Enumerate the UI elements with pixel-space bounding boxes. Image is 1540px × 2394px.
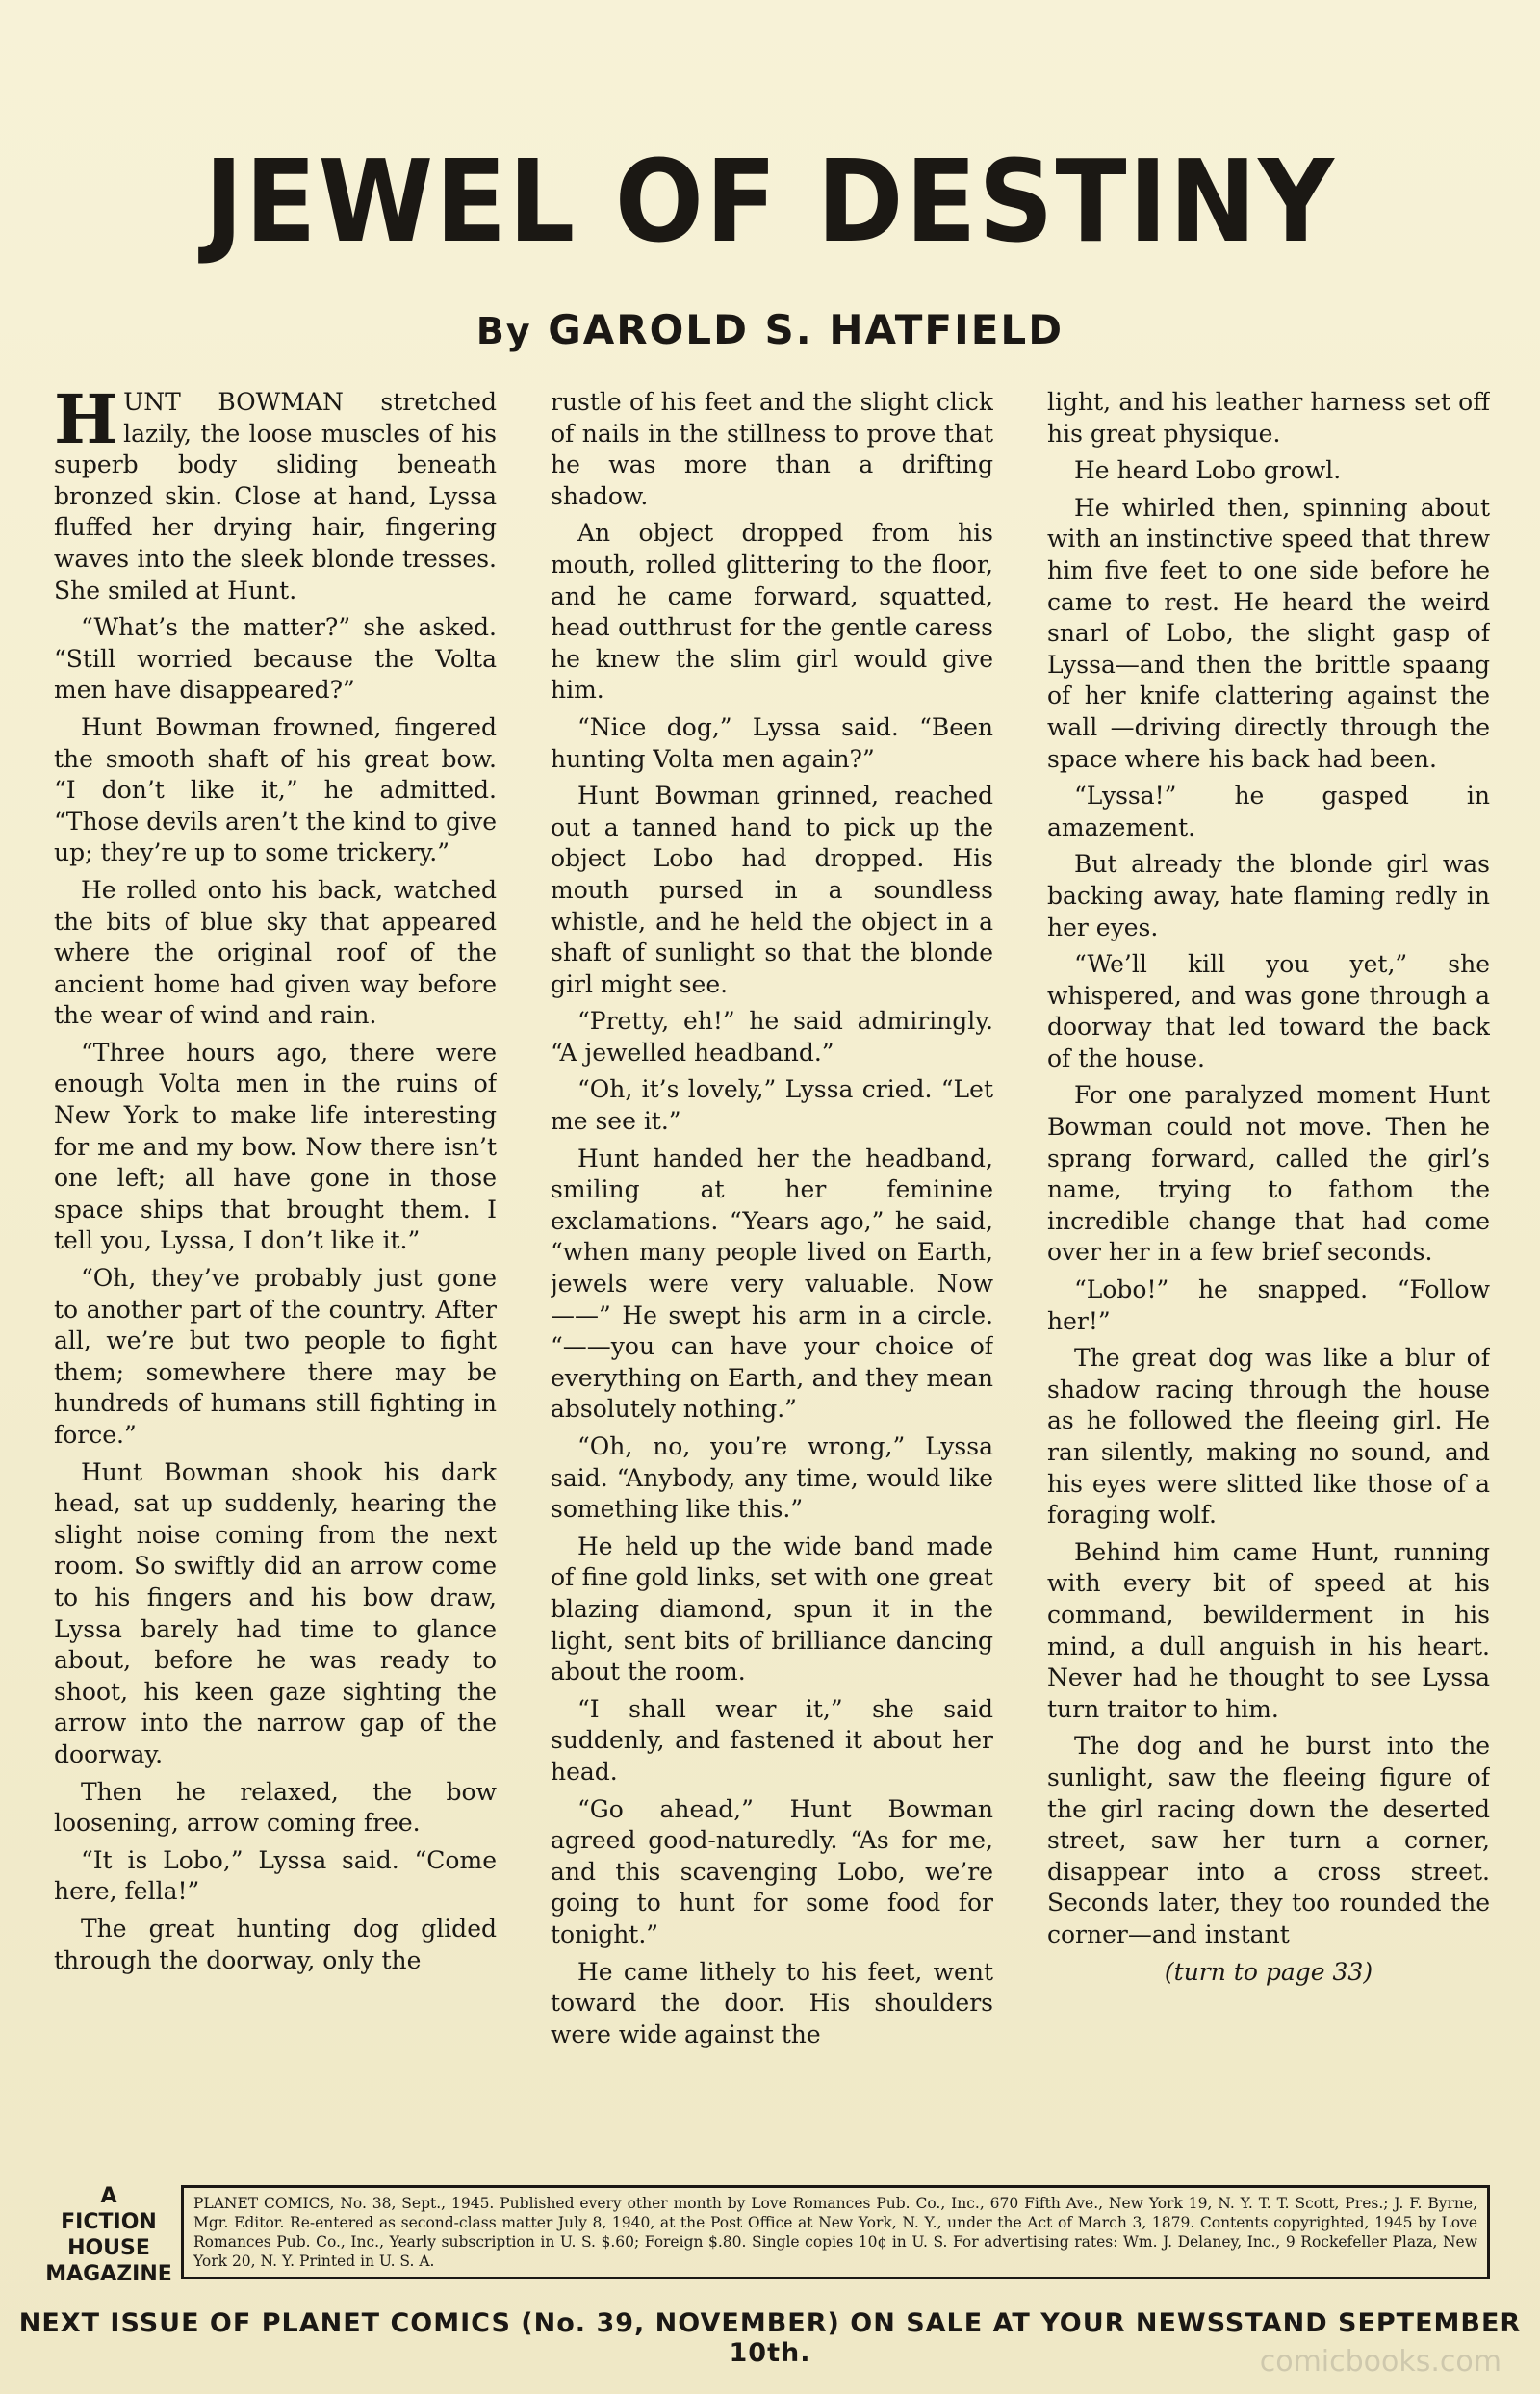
story-paragraph: Then he relaxed, the bow loosening, arrow coming free. <box>54 1777 497 1838</box>
publication-imprint: PLANET COMICS, No. 38, Sept., 1945. Published every other month by Love Romances Pub. Co., Inc., 670 Fifth Ave., New York 19, N. Y. T. T. Scott, Pres.; J. F. Byrne, Mgr. Editor. Re-entered as second-class matter July 8, 1940, at the Post Office at New York, N. Y., under the Act of March 3, 1879. Contents copyrighted, 1945 by Love Romances Pub. Co., Inc., Yearly subscription in U. S. $.60; Foreign $.80. Single copies 10¢ in U. S. For advertising rates: Wm. J. Delaney, Inc., 9 Rockefeller Plaza, New York 20, N. Y. Printed in U. S. A. <box>181 2185 1490 2279</box>
story-paragraph: light, and his leather harness set off his great physique. <box>1047 388 1490 448</box>
story-paragraph: rustle of his feet and the slight click of nails in the stillness to prove that he was more than a drifting shadow. <box>551 388 993 510</box>
publisher-tag-line: MAGAZINE <box>45 2262 172 2286</box>
story-paragraph: “What’s the matter?” she asked. “Still worried because the Volta men have disappeared?” <box>54 613 497 705</box>
next-issue-notice: NEXT ISSUE OF PLANET COMICS (No. 39, NOVEMBER) ON SALE AT YOUR NEWSSTAND SEPTEMBER 10th. <box>18 2308 1522 2368</box>
story-paragraph: “Oh, they’ve probably just gone to another part of the country. After all, we’re but two people to fight them; somewhere there may be hundreds of humans still fighting in force.” <box>54 1264 497 1449</box>
story-paragraph: He came lithely to his feet, went toward the door. His shoulders were wide against the <box>551 1957 993 2048</box>
story-paragraph: The great hunting dog glided through the doorway, only the <box>54 1914 497 1974</box>
byline <box>0 306 1540 353</box>
author-name: GAROLD S. HATFIELD <box>548 306 1065 353</box>
story-paragraph: HUNT BOWMAN stretched lazily, the loose muscles of his superb body sliding beneath bronzed skin. Close at hand, Lyssa fluffed her drying hair, fingering waves into the sleek blonde tresses. She smiled at Hunt. <box>54 387 497 605</box>
story-paragraph: Hunt Bowman grinned, reached out a tanned hand to pick up the object Lobo had dropped. His mouth pursed in a soundless whistle, and he held the object in a shaft of sunlight so that the blonde girl might see. <box>551 782 993 998</box>
story-paragraph: “Lobo!” he snapped. “Follow her!” <box>1047 1275 1490 1335</box>
story-paragraph: The dog and he burst into the sunlight, saw the fleeing figure of the girl racing down the deserted street, saw her turn a corner, disappear into a cross street. Seconds later, they too rounded the corner—and instant <box>1047 1732 1490 1948</box>
story-paragraph: Hunt handed her the headband, smiling at her feminine exclamations. “Years ago,” he said, “when many people lived on Earth, jewels were very valuable. Now——” He swept his arm in a circle. “——you can have your choice of everything on Earth, and they mean absolutely nothing.” <box>551 1144 993 1424</box>
story-paragraph: Behind him came Hunt, running with every bit of speed at his command, bewilderment in his mind, a dull anguish in his heart. Never had he thought to see Lyssa turn traitor to him. <box>1047 1537 1490 1723</box>
story-paragraph: “We’ll kill you yet,” she whispered, and was gone through a doorway that led toward the back of the house. <box>1047 950 1490 1072</box>
story-paragraph: He whirled then, spinning about with an instinctive speed that threw him five feet to one side before he came to rest. He heard the weird snarl of Lobo, the slight gasp of Lyssa—and then the brittle spaang of her knife clattering against the wall —driving directly through the space where his back had been. <box>1047 493 1490 773</box>
publisher-tag-line: A <box>100 2184 117 2208</box>
story-paragraph: An object dropped from his mouth, rolled glittering to the floor, and he came forward, squatted, head outthrust for the gentle caress he knew the slim girl would give him. <box>551 519 993 705</box>
story-column-2 <box>551 387 993 2120</box>
story-paragraph: “Oh, no, you’re wrong,” Lyssa said. “Anybody, any time, would like something like this.” <box>551 1432 993 1524</box>
publisher-tag-line: FICTION <box>61 2210 157 2234</box>
story-paragraph: He rolled onto his back, watched the bits of blue sky that appeared where the original roof of the ancient home had given way before the wear of wind and rain. <box>54 875 497 1030</box>
story-columns <box>54 387 1490 2120</box>
drop-cap: H <box>54 387 118 459</box>
publisher-tag <box>37 2183 181 2287</box>
story-paragraph: He held up the wide band made of fine gold links, set with one great blazing diamond, spun it in the light, sent bits of brilliance dancing about the room. <box>551 1532 993 1686</box>
story-paragraph: Hunt Bowman frowned, fingered the smooth shaft of his great bow. “I don’t like it,” he admitted. “Those devils aren’t the kind to give up; they’re up to some trickery.” <box>54 712 497 867</box>
site-watermark: comicbooks.com <box>1259 2345 1502 2379</box>
continued-notice: (turn to page 33) <box>1164 1957 1373 1986</box>
story-paragraph: “Lyssa!” he gasped in amazement. <box>1047 782 1490 841</box>
story-paragraph: The great dog was like a blur of shadow racing through the house as he followed the fleeing girl. He ran silently, making no sound, and his eyes were slitted like those of a foraging wolf. <box>1047 1344 1490 1530</box>
story-paragraph: “Nice dog,” Lyssa said. “Been hunting Volta men again?” <box>551 712 993 773</box>
story-column-3 <box>1047 387 1490 2120</box>
story-paragraph: But already the blonde girl was backing away, hate flaming redly in her eyes. <box>1047 850 1490 941</box>
story-title: JEWEL OF DESTINY <box>204 135 1336 268</box>
story-paragraph: “Go ahead,” Hunt Bowman agreed good-naturedly. “As for me, and this scavenging Lobo, we’re going to hunt for some food for tonight.” <box>551 1794 993 1948</box>
story-paragraph: “I shall wear it,” she said suddenly, and fastened it about her head. <box>551 1694 993 1786</box>
publisher-tag-line: HOUSE <box>67 2236 150 2260</box>
story-paragraph: He heard Lobo growl. <box>1074 456 1342 485</box>
story-paragraph: Hunt Bowman shook his dark head, sat up suddenly, hearing the slight noise coming from the next room. So swiftly did an arrow come to his fingers and his bow draw, Lyssa barely had time to glance about, before he was ready to shoot, his keen gaze sighting the arrow into the narrow gap of the doorway. <box>54 1457 497 1768</box>
story-column-1 <box>54 387 497 2120</box>
story-paragraph: “Oh, it’s lovely,” Lyssa cried. “Let me see it.” <box>551 1075 993 1136</box>
story-paragraph: “It is Lobo,” Lyssa said. “Come here, fella!” <box>54 1845 497 1906</box>
byline-prefix: By <box>475 310 532 352</box>
story-paragraph: For one paralyzed moment Hunt Bowman could not move. Then he sprang forward, called the girl’s name, trying to fathom the incredible change that had come over her in a few brief seconds. <box>1047 1081 1490 1267</box>
story-paragraph: “Three hours ago, there were enough Volta men in the ruins of New York to make life interesting for me and my bow. Now there isn’t one left; all have gone in those space ships that brought them. I tell you, Lyssa, I don’t like it.” <box>54 1038 497 1255</box>
story-paragraph: “Pretty, eh!” he said admiringly. “A jewelled headband.” <box>551 1007 993 1067</box>
